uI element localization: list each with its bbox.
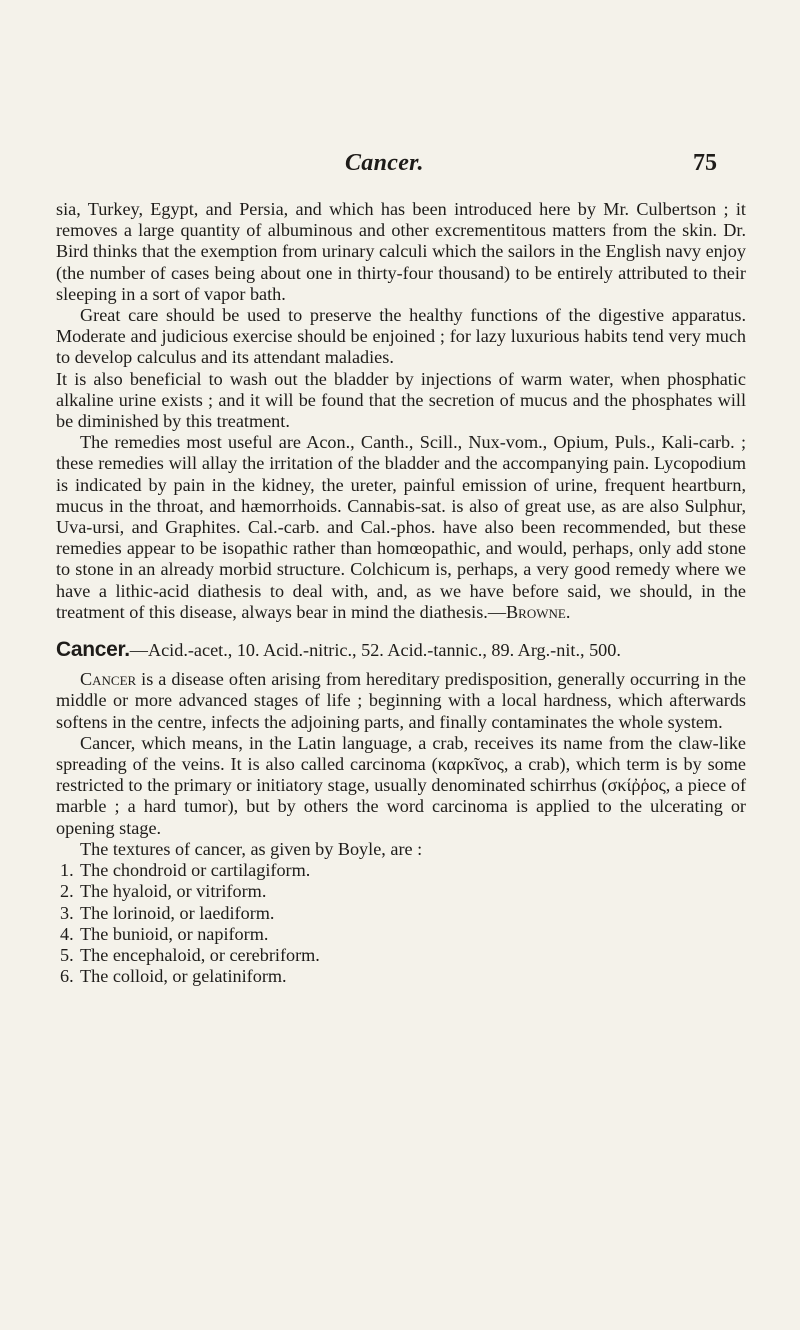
page-body [56, 199, 746, 987]
list-item-text: The bunioid, or napiform. [80, 923, 269, 944]
list-item [60, 945, 746, 966]
cancer-remedy-list: —Acid.-acet., 10. Acid.-nitric., 52. Acid.-tannic., 89. Arg.-nit., 500. [129, 640, 621, 661]
list-item-number: 4. [60, 923, 74, 944]
list-item-number: 1. [60, 860, 74, 881]
calculus-paragraph-continued: sia, Turkey, Egypt, and Persia, and which has been introduced here by Mr. Culbertson ; it removes a large quantity of albuminous and other excrementitous matters from the skin. Dr. Bird thinks that the exemption from urinary calculi which the sailors in the English navy enjoy (the number of cases being about one in thirty-four thousand) to be entirely attributed to their sleeping in a sort of vapor bath. [56, 199, 746, 304]
section-gap [56, 623, 746, 639]
calculus-paragraph-digestive: Great care should be used to preserve the healthy functions of the digestive apparatus. Moderate and judicious exercise should be enjoined ; for lazy luxurious habits tend very much to develop calculus and its attendant maladies. [56, 305, 746, 368]
cancer-etymology-paragraph: Cancer, which means, in the Latin language, a crab, receives its name from the claw-like spreading of the veins. It is also called carcinoma (καρκῖνος, a crab), which term is by some restricted to the primary or initiatory stage, usually denominated schirrhus (σκίῤῥος, a piece of marble ; a hard tumor), but by others the word carcinoma is applied to the ulcerating or opening stage. [56, 732, 746, 838]
list-item-text: The colloid, or gelatiniform. [80, 966, 287, 987]
calculus-paragraph-remedies [56, 432, 746, 623]
list-item-text: The chondroid or cartilagiform. [80, 860, 311, 881]
list-item-text: The hyaloid, or vitriform. [80, 881, 267, 902]
calculus-paragraph-injections: It is also beneficial to wash out the bladder by injections of warm water, when phosphatic alkaline urine exists ; and it will be found that the secretion of mucus and the phosphates will be diminished by this treatment. [56, 368, 746, 432]
list-item-number: 2. [60, 881, 74, 902]
remedies-text: The remedies most useful are Acon., Canth., Scill., Nux-vom., Opium, Puls., Kali-carb. ; these remedies will allay the irritation of the bladder and the accompanying pain. Lycopodium is indicated by pain in the kidney, the ureter, painful emission of urine, frequent heartburn, mucus in the throat, and hæmorrhoids. Cannabis-sat. is also of great use, as are also Sulphur, Uva-ursi, and Graphites. Cal.-carb. and Cal.-phos. have also been recommended, but these remedies appear to be isopathic rather than homœopathic, and would, perhaps, only add stone to stone in an already morbid structure. Colchicum is, perhaps, a very good remedy where we have a lithic-acid diathesis to deal with, and, as we have before said, we should, in the treatment of this disease, always bear in mind the diathesis.— [56, 432, 746, 622]
list-item [60, 903, 746, 924]
paragraph-gap [56, 661, 746, 669]
cancer-definition-text: is a disease often arising from hereditary predisposition, generally occurring in the middle or more advanced stages of life ; beginning with a local hardness, which afterwards softens in the centre, infects the adjoining parts, and finally contaminates the whole system. [56, 669, 746, 732]
list-item [60, 860, 746, 881]
list-item-number: 3. [60, 902, 74, 923]
list-item [60, 966, 746, 987]
list-item-number: 6. [60, 966, 74, 987]
cancer-textures-intro: The textures of cancer, as given by Boyle, are : [80, 838, 423, 859]
page-number: 75 [693, 150, 717, 176]
list-item-text: The lorinoid, or laediform. [80, 902, 275, 923]
cancer-heading-line [56, 639, 746, 661]
cancer-intro-word: Cancer [80, 669, 137, 690]
cancer-definition-paragraph [56, 669, 746, 733]
list-item [60, 881, 746, 902]
section-heading-cancer: Cancer. [56, 638, 130, 662]
list-item-number: 5. [60, 944, 74, 965]
running-head-title: Cancer. [345, 150, 424, 176]
running-head [345, 150, 800, 186]
list-item-text: The encephaloid, or cerebriform. [80, 944, 320, 965]
author-attribution: Browne. [506, 601, 571, 622]
textures-list [56, 860, 746, 987]
list-item [60, 924, 746, 945]
